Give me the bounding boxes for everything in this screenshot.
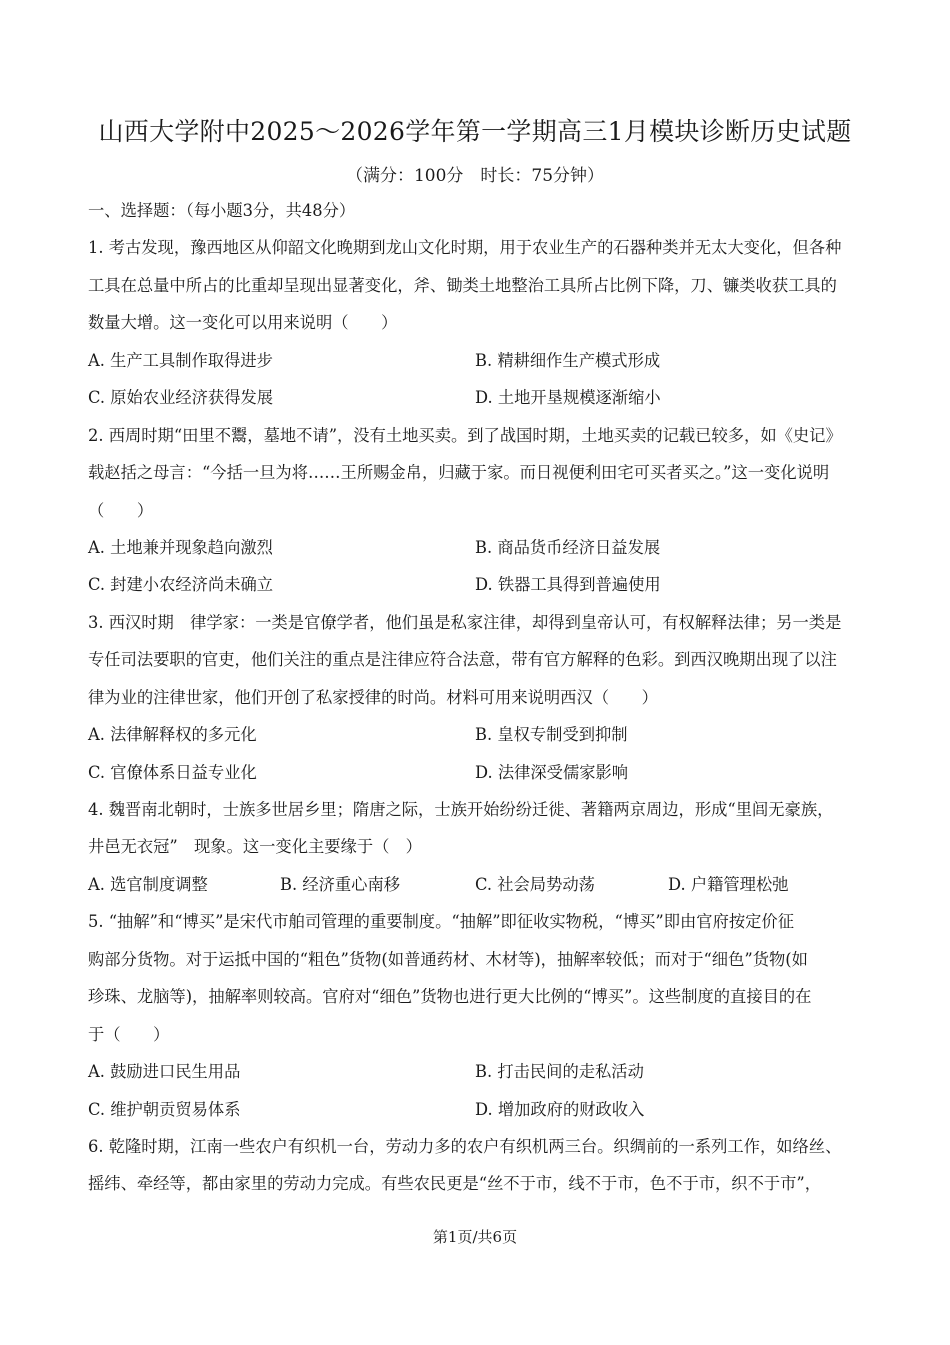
question-4-line: 井邑无衣冠” 现象。这一变化主要缘于（ ）: [88, 837, 422, 857]
question-2-line: （ ）: [88, 500, 154, 520]
section-heading: 一、选择题：（每小题3分，共48分）: [88, 201, 356, 220]
question-6-line: 摇纬、牵经等，都由家里的劳动力完成。有些农民更是“丝不于市，线不于市，色不于市，织不于市”，: [88, 1174, 822, 1194]
question-1-option-a: A. 生产工具制作取得进步: [88, 350, 273, 370]
question-2-option-b: B. 商品货币经济日益发展: [475, 537, 661, 557]
options-row: [88, 349, 868, 386]
question-4-option-a: A. 选官制度调整: [88, 874, 208, 894]
question-5-line: 5. “抽解”和“博买”是宋代市舶司管理的重要制度。“抽解”即征收实物税，“博买”即由官府按定价征: [88, 912, 794, 932]
options-row: [88, 873, 868, 910]
question-3-option-d: D. 法律深受儒家影响: [475, 762, 629, 782]
question-1-line: 1. 考古发现，豫西地区从仰韶文化晚期到龙山文化时期，用于农业生产的石器种类并无太大变化，但各种: [88, 238, 842, 258]
question-2-option-c: C. 封建小农经济尚未确立: [88, 575, 274, 595]
question-5-option-d: D. 增加政府的财政收入: [475, 1099, 645, 1119]
question-1-option-c: C. 原始农业经济获得发展: [88, 388, 274, 408]
question-5-option-c: C. 维护朝贡贸易体系: [88, 1099, 241, 1119]
question-5-line: 珍珠、龙脑等)，抽解率则较高。官府对“细色”货物也进行更大比例的“博买”。这些制度的直接目的在: [88, 987, 812, 1007]
question-3-option-a: A. 法律解释权的多元化: [88, 725, 257, 745]
question-2-line: 2. 西周时期“田里不鬻，墓地不请”，没有土地买卖。到了战国时期，土地买卖的记载已较多，如《史记》: [88, 425, 842, 445]
question-1-line: 数量大增。这一变化可以用来说明（ ）: [88, 313, 398, 333]
page-number: 第1页/共6页: [432, 1228, 518, 1246]
options-row: [88, 1098, 868, 1135]
options-row: [88, 536, 868, 573]
question-3-option-c: C. 官僚体系日益专业化: [88, 762, 257, 782]
question-5-option-b: B. 打击民间的走私活动: [475, 1062, 644, 1082]
question-5-option-a: A. 鼓励进口民生用品: [88, 1062, 241, 1082]
question-2-option-d: D. 铁器工具得到普遍使用: [475, 575, 661, 595]
question-6-line: 6. 乾隆时期，江南一些农户有织机一台，劳动力多的农户有织机两三台。织绸前的一系列工作，如络丝、: [88, 1136, 842, 1156]
question-1-option-b: B. 精耕细作生产模式形成: [475, 350, 661, 370]
question-5-line: 于（ ）: [88, 1024, 170, 1044]
question-3-line: 律为业的注律世家，他们开创了私家授律的时尚。材料可用来说明西汉（ ）: [88, 687, 658, 707]
question-3-line: 3. 西汉时期 律学家：一类是官僚学者，他们虽是私家注律，却得到皇帝认可，有权解释法律；另一类是: [88, 612, 842, 632]
question-3-line: 专任司法要职的官吏，他们关注的重点是注律应符合法意，带有官方解释的色彩。到西汉晚期出现了以注: [88, 650, 837, 670]
exam-subtitle: （满分：100分 时长：75分钟）: [345, 166, 605, 186]
exam-body: [88, 199, 868, 1210]
question-4-option-c: C. 社会局势动荡: [475, 874, 595, 894]
options-row: [88, 1060, 868, 1097]
question-2-option-a: A. 土地兼并现象趋向激烈: [88, 537, 273, 557]
question-5-line: 购部分货物。对于运抵中国的“粗色”货物(如普通药材、木材等)，抽解率较低；而对于“细色”货物(如: [88, 949, 808, 969]
question-4-option-d: D. 户籍管理松弛: [668, 874, 789, 894]
question-1-line: 工具在总量中所占的比重却呈现出显著变化，斧、锄类土地整治工具所占比例下降，刀、镰类收获工具的: [88, 275, 837, 295]
options-row: [88, 761, 868, 798]
question-3-option-b: B. 皇权专制受到抑制: [475, 725, 628, 745]
options-row: [88, 386, 868, 423]
question-4-line: 4. 魏晋南北朝时，士族多世居乡里；隋唐之际，士族开始纷纷迁徙、著籍两京周边，形成“里闾无豪族，: [88, 800, 834, 819]
options-row: [88, 573, 868, 610]
options-row: [88, 723, 868, 760]
question-2-line: 载赵括之母言：“今括一旦为将……王所赐金帛，归藏于家。而日视便利田宅可买者买之。”这一变化说明: [88, 463, 830, 483]
question-1-option-d: D. 土地开垦规模逐渐缩小: [475, 388, 661, 408]
exam-title: 山西大学附中2025～2026学年第一学期高三1月模块诊断历史试题: [98, 117, 852, 146]
question-4-option-b: B. 经济重心南移: [280, 874, 401, 894]
